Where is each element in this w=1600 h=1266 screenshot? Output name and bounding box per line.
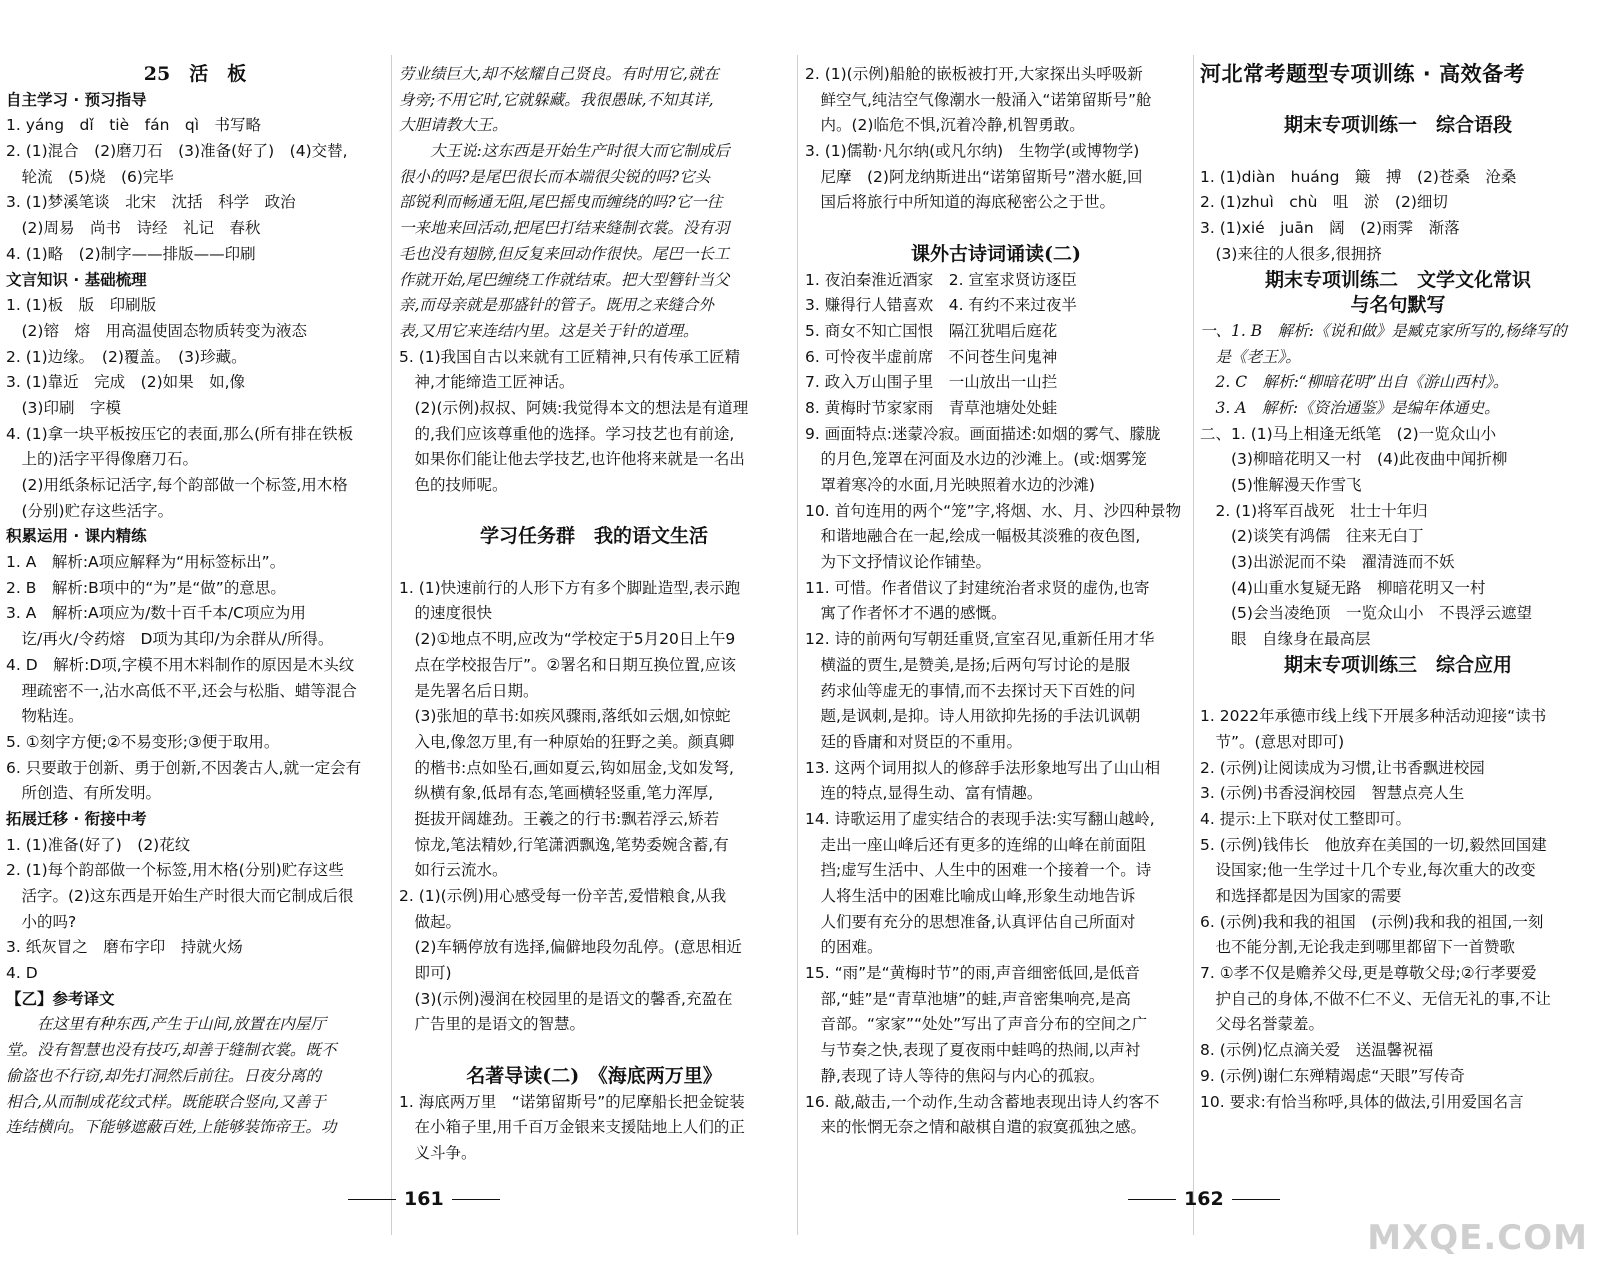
answer-line: 挺拔开阔雄劲。王羲之的行书:飘若浮云,矫若: [399, 809, 720, 828]
answer-line: 与节奏之快,表现了夏夜雨中蛙鸣的热闹,以声衬: [805, 1041, 1141, 1060]
answer-line: 如果你们能让他去学技艺,也许他将来就是一名出: [399, 450, 745, 469]
answer-line: 4. (1)略 (2)制字——排版——印刷: [6, 244, 256, 263]
answer-line: (3)张旭的草书:如疾风骤雨,落纸如云烟,如惊蛇: [399, 707, 731, 726]
answer-line: (2)用纸条标记活字,每个韵部做一个标签,用木格: [6, 476, 348, 494]
answer-line: 的楷书:点如坠石,画如夏云,钩如屈金,戈如发弩,: [399, 758, 734, 777]
answer-line: (2)(示例)叔叔、阿姨:我觉得本文的想法是有道理: [399, 398, 749, 417]
answer-column-3: [805, 62, 1187, 1141]
answer-line: 2. (1)混合 (2)磨刀石 (3)准备(好了) (4)交替,: [6, 142, 348, 161]
answer-line: 9. 画面特点:迷蒙冷寂。画面描述:如烟的雾气、朦胧: [805, 424, 1161, 443]
answer-column-2: [399, 62, 789, 1167]
answer-line: 1. A 解析:A项应解释为“用标签标出”。: [6, 553, 286, 572]
answer-line: 2. (1)边缘。 (2)覆盖。 (3)珍藏。: [6, 347, 247, 366]
answer-line: 广告里的是语文的智慧。: [399, 1015, 586, 1034]
answer-line: 人们要有充分的思想准备,认真评估自己所面对: [805, 912, 1136, 931]
answer-line: 14. 诗歌运用了虚实结合的表现手法:实写翻山越岭,: [805, 809, 1155, 828]
answer-line: (2)周易 尚书 诗经 礼记 春秋: [6, 219, 261, 238]
answer-line: 3. (1)梦溪笔谈 北宋 沈括 科学 政治: [6, 193, 296, 212]
answer-line: 堂。没有智慧也没有技巧,却善于缝制衣裳。既不: [6, 1041, 337, 1060]
answer-line: 国后将旅行中所知道的海底秘密公之于世。: [805, 193, 1116, 212]
answer-line: 讫/再火/令药熔 D项为其印/为余群从/所得。: [6, 630, 334, 649]
answer-line: 3. 赚得行人错喜欢 4. 有约不来过夜半: [805, 296, 1077, 315]
answer-line: 3. A 解析:《资治通鉴》是编年体通史。: [1200, 398, 1500, 417]
answer-line: 的,我们应该尊重他的选择。学习技艺也有前途,: [399, 424, 735, 443]
answer-line: 即可): [399, 964, 452, 983]
answer-line: 的速度很快: [399, 604, 493, 623]
answer-line: 1. (1)快速前行的人形下方有多个脚趾造型,表示跑: [399, 578, 741, 597]
section-heading: 文言知识 · 基础梳理: [6, 270, 147, 289]
section-heading: 自主学习 · 预习指导: [6, 90, 147, 109]
answer-line: 1. 夜泊秦淮近酒家 2. 宣室求贤访逐臣: [805, 270, 1077, 289]
answer-line: 一来地来回活动,把尾巴打结来缝制衣裳。没有羽: [399, 219, 730, 238]
answer-line: 8. 黄梅时节家家雨 青草池塘处处蛙: [805, 398, 1058, 417]
answer-line: (3)柳暗花明又一村 (4)此夜曲中闻折柳: [1200, 450, 1508, 469]
column-divider: [391, 55, 392, 1235]
section-heading: 【乙】参考译文: [6, 989, 115, 1008]
answer-line: 来的怅惘无奈之情和敲棋自遣的寂寞孤独之感。: [805, 1118, 1147, 1137]
section-title: 与名句默写: [1350, 294, 1446, 317]
answer-line: 10. 要求:有恰当称呼,具体的做法,引用爱国名言: [1200, 1092, 1524, 1111]
answer-line: 和谐地融合在一起,绘成一幅极其淡雅的夜色图,: [805, 527, 1141, 546]
answer-line: (2)①地点不明,应改为“学校定于5月20日上午9: [399, 630, 736, 649]
answer-line: 2. (1)将军百战死 壮士十年归: [1200, 501, 1428, 520]
answer-line: 2. (1)zhuì chù 咀 淤 (2)细切: [1200, 193, 1448, 212]
answer-line: 部,“蛙”是“青草池塘”的蛙,声音密集响亮,是高: [805, 989, 1131, 1008]
answer-line: 5. 商女不知亡国恨 隔江犹唱后庭花: [805, 321, 1058, 340]
answer-line: 节”。(意思对即可): [1200, 732, 1345, 751]
answer-line: 6. 可怜夜半虚前席 不问苍生问鬼神: [805, 347, 1058, 366]
answer-line: 物粘连。: [6, 707, 84, 726]
answer-line: 护自己的身体,不做不仁不义、无信无礼的事,不让: [1200, 989, 1551, 1008]
answer-line: 1. (1)diàn huáng 簸 搏 (2)苍桑 沧桑: [1200, 167, 1517, 186]
page-number-right: [1120, 1188, 1288, 1210]
answer-line: (3)印刷 字模: [6, 398, 121, 417]
answer-line: 4. D: [6, 964, 38, 983]
answer-line: 4. 提示:上下联对仗工整即可。: [1200, 809, 1411, 828]
spacer: [399, 550, 789, 576]
answer-line: 色的技师呢。: [399, 476, 508, 494]
answer-line: 连的特点,显得生动、富有情趣。: [805, 784, 1043, 803]
answer-line: 6. 只要敢于创新、勇于创新,不因袭古人,就一定会有: [6, 758, 362, 777]
answer-line: 1. 2022年承德市线上线下开展多种活动迎接“读书: [1200, 707, 1547, 726]
section-title: 期末专项训练一 综合语段: [1283, 114, 1512, 137]
answer-line: 7. 政入万山围子里 一山放出一山拦: [805, 373, 1058, 392]
answer-line: 3. (示例)书香浸润校园 智慧点亮人生: [1200, 784, 1465, 803]
answer-line: 3. (1)靠近 完成 (2)如果 如,像: [6, 373, 246, 392]
answer-line: 9. (示例)谢仁东殚精竭虑“天眼”写传奇: [1200, 1066, 1465, 1085]
answer-line: 父母名誉蒙羞。: [1200, 1015, 1325, 1034]
page-number-right-text: 162: [1184, 1188, 1224, 1210]
answer-line: 所创造、有所发明。: [6, 784, 162, 803]
answer-line: 1. (1)准备(好了) (2)花纹: [6, 835, 191, 854]
answer-line: (5)会当凌绝顶 一览众山小 不畏浮云遮望: [1200, 604, 1532, 623]
answer-line: 尼摩 (2)阿龙纳斯进出“诺第留斯号”潜水艇,回: [805, 167, 1143, 186]
answer-line: 是《老王》。: [1200, 347, 1301, 366]
answer-line: 5. ①刻字方便;②不易变形;③便于取用。: [6, 732, 280, 751]
answer-line: 义斗争。: [399, 1143, 477, 1162]
spacer: [399, 499, 789, 525]
answer-line: 挡;虚写生活中、人生中的困难一个接着一个。诗: [805, 861, 1152, 880]
answer-line: 3. 纸灰冒之 磨布字印 持就火炀: [6, 938, 243, 957]
spacer: [1200, 139, 1596, 165]
answer-line: 静,表现了诗人等待的焦闷与内心的孤寂。: [805, 1066, 1105, 1085]
answer-line: 一、1. B 解析:《说和做》是臧克家所写的,杨绛写的: [1200, 321, 1567, 340]
section-title: 期末专项训练二 文学文化常识: [1264, 268, 1531, 291]
answer-line: (2)车辆停放有选择,偏僻地段勿乱停。(意思相近: [399, 938, 742, 957]
answer-line: (3)出淤泥而不染 濯清涟而不妖: [1200, 553, 1455, 572]
answer-line: 的月色,笼罩在河面及水边的沙滩上。(或:烟雾笼: [805, 450, 1147, 469]
spacer: [805, 216, 1187, 242]
answer-line: 部锐利而畅通无阻,尾巴摇曳而缠绕的吗?它一往: [399, 193, 723, 212]
answer-line: 身旁;不用它时,它就躲藏。我很愚昧,不知其详,: [399, 90, 714, 109]
answer-line: 二、1. (1)马上相逢无纸笔 (2)一览众山小: [1200, 424, 1497, 443]
answer-line: 做起。: [399, 912, 462, 931]
answer-line: 15. “雨”是“黄梅时节”的雨,声音细密低回,是低音: [805, 964, 1141, 983]
answer-line: 4. (1)拿一块平板按压它的表面,那么(所有排在铁板: [6, 424, 354, 443]
answer-line: 8. (示例)忆点滴关爱 送温馨祝福: [1200, 1041, 1434, 1060]
answer-line: 廷的昏庸和对贤臣的不重用。: [805, 732, 1023, 751]
watermark: MXQE.COM: [1367, 1218, 1588, 1258]
answer-line: 12. 诗的前两句写朝廷重贤,宣室召见,重新任用才华: [805, 630, 1155, 649]
section-title: 名著导读(二) 《海底两万里》: [466, 1064, 722, 1087]
answer-column-1: [6, 62, 384, 1141]
answer-line: 2. (示例)让阅读成为习惯,让书香飘进校园: [1200, 758, 1485, 777]
answer-line: 入电,像忽万里,有一种原始的狂野之美。颜真卿: [399, 732, 735, 751]
answer-line: 大胆请教大王。: [399, 116, 508, 135]
answer-line: 大王说:这东西是开始生产时很大而它制成后: [399, 142, 730, 161]
spacer: [1200, 679, 1596, 705]
answer-line: 10. 首句连用的两个“笼”字,将烟、水、月、沙四种景物: [805, 501, 1182, 520]
answer-line: 13. 这两个词用拟人的修辞手法形象地写出了山山相: [805, 758, 1161, 777]
answer-line: (3)(示例)漫润在校园里的是语文的馨香,充盈在: [399, 989, 733, 1008]
answer-line: 11. 可惜。作者借议了封建统治者求贤的虚伪,也寄: [805, 578, 1150, 597]
answer-line: 点在学校报告厅”。②署名和日期互换位置,应该: [399, 655, 736, 674]
answer-line: 亲,而母亲就是那盛针的管子。既用之来缝合外: [399, 296, 714, 315]
answer-line: 小的吗?: [6, 912, 77, 931]
answer-line: 4. D 解析:D项,字模不用木料制作的原因是木头纹: [6, 655, 355, 674]
answer-line: 16. 敲,敲击,一个动作,生动含蓄地表现出诗人约客不: [805, 1092, 1160, 1111]
answer-line: 和选择都是因为国家的需要: [1200, 887, 1402, 905]
answer-line: 在这里有种东西,产生于山间,放置在内屋厅: [6, 1015, 326, 1034]
answer-line: 理疏密不一,沾水高低不平,还会与松脂、蜡等混合: [6, 681, 357, 700]
answer-line: 5. (示例)钱伟长 他放弃在美国的一切,毅然回国建: [1200, 835, 1547, 854]
answer-line: 横溢的贾生,是赞美,是扬;后两句写讨论的是服: [805, 655, 1131, 674]
answer-line: (分别)贮存这些活字。: [6, 501, 174, 520]
page-number-left: [340, 1188, 508, 1210]
answer-line: 惊龙,笔法精妙,行笔潇洒飘逸,笔势委婉含蓄,有: [399, 835, 729, 854]
answer-line: 2. B 解析:B项中的“为”是“做”的意思。: [6, 578, 286, 597]
answer-line: 药求仙等虚无的事情,而不去探讨天下百姓的问: [805, 681, 1136, 700]
answer-line: 1. (1)板 版 印刷版: [6, 296, 157, 315]
section-title: 期末专项训练三 综合应用: [1283, 653, 1512, 676]
answer-line: 7. ①孝不仅是赡养父母,更是尊敬父母;②行孝要爱: [1200, 964, 1537, 983]
column-divider: [1193, 55, 1194, 1235]
answer-line: 毛也没有翅膀,但反复来回动作很快。尾巴一长工: [399, 244, 730, 263]
answer-line: 罩着寒冷的水面,月光映照着水边的沙滩): [805, 476, 1095, 494]
answer-line: 如行云流水。: [399, 861, 508, 880]
answer-line: 活字。(2)这东西是开始生产时很大而它制成后很: [6, 887, 354, 905]
answer-line: (2)镕 熔 用高温使固态物质转变为液态: [6, 321, 307, 340]
answer-line: 2. (1)(示例)用心感受每一份辛苦,爱惜粮食,从我: [399, 887, 727, 905]
banner-title: 河北常考题型专项训练 · 高效备考: [1200, 62, 1526, 86]
answer-line: (4)山重水复疑无路 柳暗花明又一村: [1200, 578, 1486, 597]
section-title: 25 活 板: [143, 63, 247, 85]
answer-line: (5)惟解漫天作雪飞: [1200, 476, 1362, 494]
answer-column-4: [1200, 62, 1596, 1115]
answer-line: 3. (1)xié juān 阔 (2)雨霁 渐落: [1200, 219, 1460, 238]
answer-line: (2)谈笑有鸿儒 往来无白丁: [1200, 527, 1424, 546]
answer-line: 轮流 (5)烧 (6)完毕: [6, 167, 174, 186]
answer-line: 为下文抒情议论作铺垫。: [805, 553, 992, 572]
answer-line: 3. A 解析:A项应为/数十百千本/C项应为用: [6, 604, 306, 623]
answer-line: 鲜空气,纯洁空气像潮水一般涌入“诺第留斯号”舱: [805, 90, 1152, 109]
answer-line: 很小的吗?是尾巴很长而本端很尖锐的吗?它头: [399, 167, 711, 186]
answer-line: 1. 海底两万里 “诺第留斯号”的尼摩船长把金锭装: [399, 1092, 745, 1111]
answer-line: 连结横向。下能够遮蔽百姓,上能够装饰帝王。功: [6, 1118, 337, 1137]
answer-line: 1. yáng dǐ tiè fán qì 书写略: [6, 116, 262, 135]
answer-line: 上的)活字平得像磨刀石。: [6, 450, 199, 469]
answer-line: 寓了作者怀才不遇的感慨。: [805, 604, 1007, 623]
section-heading: 积累运用 · 课内精练: [6, 527, 147, 546]
spacer: [1200, 88, 1596, 114]
section-title: 学习任务群 我的语文生活: [479, 525, 708, 548]
column-divider: [797, 55, 798, 1235]
answer-line: 表,又用它来连结内里。这是关于针的道理。: [399, 321, 699, 340]
answer-line: 纵横有象,低昂有态,笔画横轻竖重,笔力浑厚,: [399, 784, 714, 803]
answer-line: (3)来往的人很多,很拥挤: [1200, 244, 1382, 263]
answer-line: 劳业绩巨大,却不炫耀自己贤良。有时用它,就在: [399, 65, 719, 83]
answer-line: 2. (1)每个韵部做一个标签,用木格(分别)贮存这些: [6, 861, 344, 880]
answer-line: 音部。“家家”“处处”写出了声音分布的空间之广: [805, 1015, 1148, 1034]
section-heading: 拓展迁移 · 衔接中考: [6, 809, 147, 828]
answer-line: 偷盗也不行窃,却先打洞然后前往。日夜分离的: [6, 1066, 321, 1085]
answer-line: 设国家;他一生学过十几个专业,每次重大的改变: [1200, 861, 1536, 880]
answer-line: 2. C 解析:“柳暗花明”出自《游山西村》。: [1200, 373, 1509, 392]
answer-line: 题,是讽刺,是抑。诗人用欲抑先扬的手法讥讽朝: [805, 707, 1141, 726]
answer-line: 的困难。: [805, 938, 883, 957]
answer-line: 眼 自缘身在最高层: [1200, 630, 1371, 649]
answer-line: 3. (1)儒勒·凡尔纳(或凡尔纳) 生物学(或博物学): [805, 142, 1140, 161]
answer-line: 也不能分割,无论我走到哪里都留下一首赞歌: [1200, 938, 1515, 957]
answer-line: 在小箱子里,用千百万金银来支援陆地上人们的正: [399, 1118, 745, 1137]
answer-line: 相合,从而制成花纹式样。既能联合竖向,又善于: [6, 1092, 326, 1111]
answer-line: 神,才能缔造工匠神话。: [399, 373, 575, 392]
page-number-left-text: 161: [404, 1188, 444, 1210]
answer-line: 是先署名后日期。: [399, 681, 539, 700]
section-title: 课外古诗词诵读(二): [911, 242, 1081, 265]
spacer: [399, 1038, 789, 1064]
answer-line: 内。(2)临危不惧,沉着冷静,机智勇敢。: [805, 116, 1085, 135]
answer-line: 人将生活中的困难比喻成山峰,形象生动地告诉: [805, 887, 1136, 905]
answer-line: 5. (1)我国自古以来就有工匠精神,只有传承工匠精: [399, 347, 741, 366]
answer-line: 2. (1)(示例)船舱的嵌板被打开,大家探出头呼吸新: [805, 65, 1143, 83]
answer-line: 6. (示例)我和我的祖国 (示例)我和我的祖国,一刻: [1200, 912, 1544, 931]
answer-line: 走出一座山峰后还有更多的连绵的山峰在前面阻: [805, 835, 1147, 854]
answer-line: 作就开始,尾巴缠绕工作就结束。把大型簪针当父: [399, 270, 730, 289]
